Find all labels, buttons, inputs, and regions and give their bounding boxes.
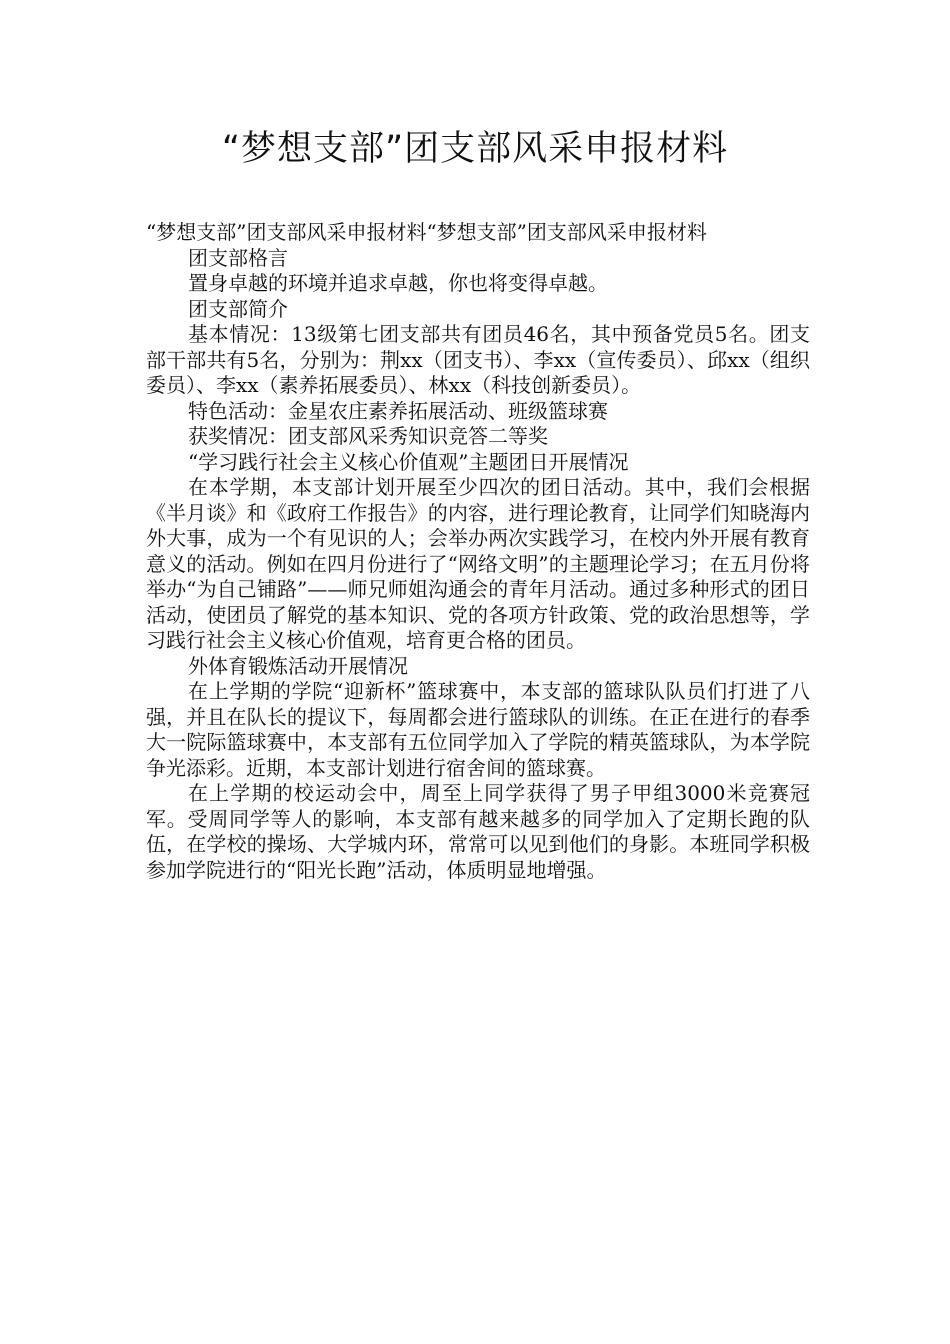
- paragraph-motto: 置身卓越的环境并追求卓越，你也将变得卓越。: [188, 271, 608, 295]
- paragraph-running: 在上学期的校运动会中，周至上同学获得了男子甲组3000米竞赛冠军。受周同学等人的影响，本支部有越来越多的同学加入了定期长跑的队伍，在学校的操场、大学城内环，常常可以见到他们的身影。本班同学积极参加学院进行的“阳光长跑”活动，体质明显地增强。: [146, 781, 810, 882]
- heading-motto: 团支部格言: [188, 245, 288, 270]
- heading-theme-day: “学习践行社会主义核心价值观”主题团日开展情况: [188, 449, 629, 474]
- paragraph-basic-info: 基本情况：13级第七团支部共有团员46名，其中预备党员5名。团支部干部共有5名，分别为：荆xx（团支书）、李xx（宣传委员）、邱xx（组织委员）、李xx（素养拓展委员）、林xx（科技创新委员）。: [146, 322, 810, 397]
- paragraph-theme-day: 在本学期，本支部计划开展至少四次的团日活动。其中，我们会根据《半月谈》和《政府工作报告》的内容，进行理论教育，让同学们知晓海内外大事，成为一个有见识的人；会举办两次实践学习，在校内外开展有教育意义的活动。例如在四月份进行了“网络文明”的主题理论学习；在五月份将举办“为自己铺路”——师兄师姐沟通会的青年月活动。通过多种形式的团日活动，使团员了解党的基本知识、党的各项方针政策、党的政治思想等，学习践行社会主义核心价值观，培育更合格的团员。: [146, 475, 810, 652]
- document-title: “梦想支部”团支部风采申报材料: [221, 129, 729, 169]
- paragraph-awards: 获奖情况：团支部风采秀知识竞答二等奖: [188, 424, 548, 448]
- heading-sports: 外体育锻炼活动开展情况: [188, 653, 408, 678]
- paragraph-intro: “梦想支部”团支部风采申报材料“梦想支部”团支部风采申报材料: [146, 220, 707, 244]
- document-body: [146, 220, 810, 883]
- paragraph-featured-activities: 特色活动：金星农庄素养拓展活动、班级篮球赛: [188, 398, 608, 423]
- heading-introduction: 团支部简介: [188, 296, 288, 321]
- paragraph-basketball: 在上学期的学院“迎新杯”篮球赛中，本支部的篮球队队员们打进了八强，并且在队长的提议下，每周都会进行篮球队的训练。在正在进行的春季大一院际篮球赛中，本支部有五位同学加入了学院的精英篮球队，为本学院争光添彩。近期，本支部计划进行宿舍间的篮球赛。: [146, 679, 810, 780]
